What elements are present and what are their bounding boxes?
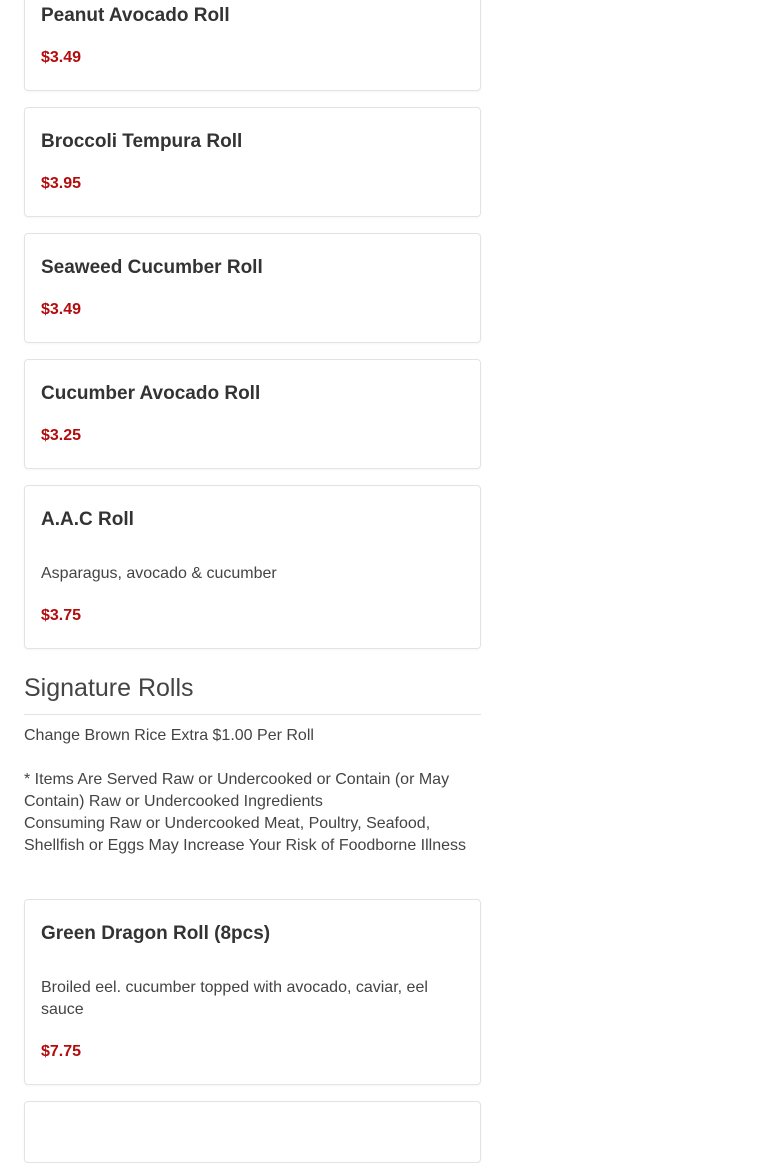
- menu-item-price: $3.49: [41, 301, 82, 318]
- menu-item-price: $7.75: [41, 1043, 82, 1060]
- menu-item-description: Broiled eel. cucumber topped with avocado, caviar, eel sauce: [41, 979, 428, 1018]
- menu-item-name: Seaweed Cucumber Roll: [41, 257, 263, 278]
- menu-item-card[interactable]: [24, 899, 481, 1085]
- section-note: Change Brown Rice Extra $1.00 Per Roll: [24, 727, 314, 744]
- menu-item-name: Peanut Avocado Roll: [41, 5, 230, 26]
- menu-item-card[interactable]: [24, 1101, 481, 1163]
- menu-item-card[interactable]: [24, 359, 481, 469]
- section-title: Signature Rolls: [24, 674, 194, 702]
- menu-item-card[interactable]: [24, 485, 481, 649]
- menu-item-name: Cucumber Avocado Roll: [41, 383, 261, 404]
- menu-item-name: A.A.C Roll: [41, 509, 134, 530]
- menu-item-price: $3.95: [41, 175, 82, 192]
- raw-food-warning: * Items Are Served Raw or Undercooked or Contain (or May Contain) Raw or Undercooked Ingredients: [24, 771, 450, 810]
- menu-item-card[interactable]: [24, 107, 481, 217]
- foodborne-illness-warning: Consuming Raw or Undercooked Meat, Poultry, Seafood, Shellfish or Eggs May Increase Your Risk of Foodborne Illness: [24, 815, 467, 854]
- menu-item-card[interactable]: [24, 0, 481, 91]
- menu-item-name: Broccoli Tempura Roll: [41, 131, 243, 152]
- menu-item-name: Green Dragon Roll (8pcs): [41, 923, 271, 944]
- menu-item-price: $3.25: [41, 427, 82, 444]
- menu-item-price: $3.49: [41, 49, 82, 66]
- section-divider: [24, 714, 481, 715]
- menu-item-price: $3.75: [41, 607, 82, 624]
- menu-item-description: Asparagus, avocado & cucumber: [41, 565, 277, 582]
- menu-item-card[interactable]: [24, 233, 481, 343]
